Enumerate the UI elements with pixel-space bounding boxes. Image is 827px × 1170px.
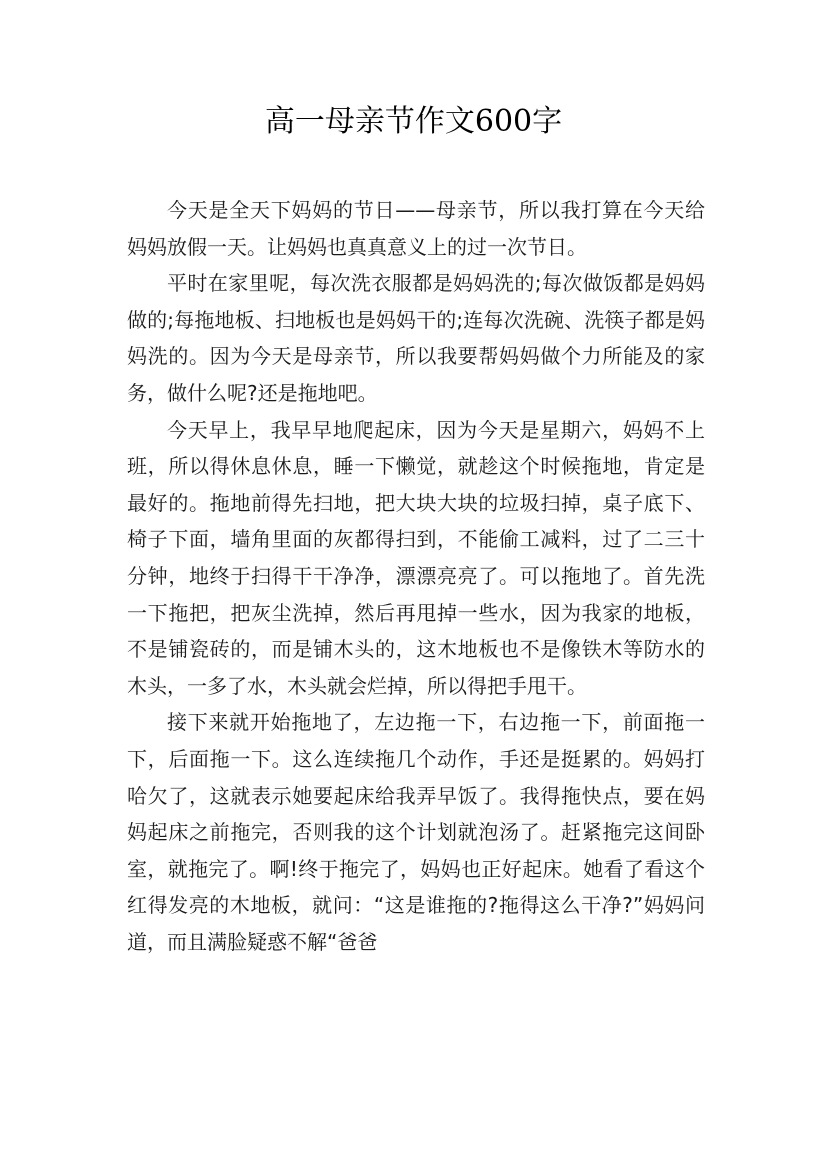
document-body xyxy=(127,192,705,960)
paragraph: 平时在家里呢，每次洗衣服都是妈妈洗的;每次做饭都是妈妈做的;每拖地板、扫地板也是妈妈干的;连每次洗碗、洗筷子都是妈妈洗的。因为今天是母亲节，所以我要帮妈妈做个力所能及的家务，做什么呢?还是拖地吧。 xyxy=(127,271,705,405)
paragraph: 接下来就开始拖地了，左边拖一下，右边拖一下，前面拖一下，后面拖一下。这么连续拖几个动作，手还是挺累的。妈妈打哈欠了，这就表示她要起床给我弄早饭了。我得拖快点，要在妈妈起床之前拖完，否则我的这个计划就泡汤了。赶紧拖完这间卧室，就拖完了。啊!终于拖完了，妈妈也正好起床。她看了看这个红得发亮的木地板，就问：“这是谁拖的?拖得这么干净?”妈妈问道，而且满脸疑惑不解“爸爸 xyxy=(127,710,705,954)
document-title: 高一母亲节作文600字 xyxy=(264,104,563,139)
paragraph: 今天是全天下妈妈的节日——母亲节，所以我打算在今天给妈妈放假一天。让妈妈也真真意义上的过一次节日。 xyxy=(127,198,705,259)
paragraph: 今天早上，我早早地爬起床，因为今天是星期六，妈妈不上班，所以得休息休息，睡一下懒觉，就趁这个时候拖地，肯定是最好的。拖地前得先扫地，把大块大块的垃圾扫掉，桌子底下、椅子下面，墙角里面的灰都得扫到，不能偷工减料，过了二三十分钟，地终于扫得干干净净，漂漂亮亮了。可以拖地了。首先洗一下拖把，把灰尘洗掉，然后再甩掉一些水，因为我家的地板，不是铺瓷砖的，而是铺木头的，这木地板也不是像铁木等防水的木头，一多了水，木头就会烂掉，所以得把手甩干。 xyxy=(127,417,705,698)
